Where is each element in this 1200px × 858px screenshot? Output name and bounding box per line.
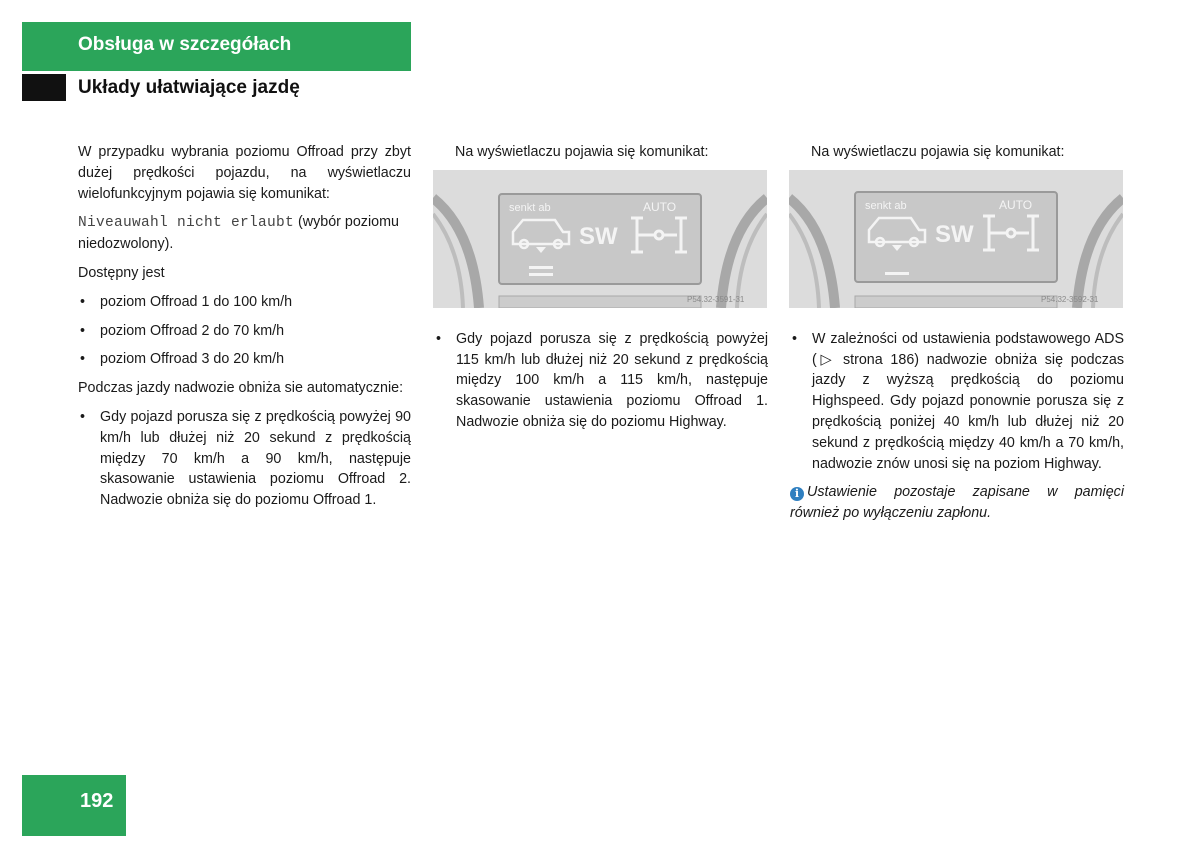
display-label-left: senkt ab [865, 200, 907, 212]
list-item: • Gdy pojazd porusza się z prędkością powyżej 90 km/h lub dłużej niż 20 sekund z prędkością między 70 km/h a 90 km/h, następuje skasowanie ustawienia poziomu Offroad 2. Nadwozie obniża się do poziomu Offroad 1. [78, 407, 411, 511]
message-translation: (wybór poziomu niedozwolony). [78, 214, 399, 253]
display-label-right: AUTO [643, 200, 677, 214]
list-item: • poziom Offroad 1 do 100 km/h [78, 292, 411, 313]
display-label-right: AUTO [999, 198, 1033, 212]
figure-reference: P54.32-3591-31 [687, 295, 745, 304]
figure-reference: P54.32-3592-31 [1041, 295, 1099, 304]
bullet-list [790, 329, 1124, 475]
list-item: • W zależności od ustawienia podstawowego ADS (▷ strona 186) nadwozie obniża się podczas jazdy z wyższą prędkością do poziomu Highspeed. Gdy pojazd ponownie porusza się z prędkością poniżej 40 km/h lub dłużej niż 20 sekund z prędkością między 40 km/h a 70 km/h, nadwozie znów unosi się na poziom Highway. [790, 329, 1124, 475]
figure-caption: Na wyświetlaczu pojawia się komunikat: [811, 144, 1065, 160]
column-3 [790, 142, 1124, 532]
display-label-left: senkt ab [509, 202, 551, 214]
intro-paragraph: W przypadku wybrania poziomu Offroad przy zbyt dużej prędkości pojazdu, na wyświetlaczu wielofunkcyjnym pojawia się komunikat: [78, 144, 411, 202]
bullet-list [434, 329, 768, 433]
info-icon: i [790, 487, 804, 501]
section-header [22, 22, 411, 71]
message-paragraph [78, 212, 411, 255]
display-mode: SW [579, 223, 618, 250]
info-note-text: Ustawienie pozostaje zapisane w pamięci również po wyłączeniu zapłonu. [790, 484, 1124, 522]
subsection-title: Układy ułatwiające jazdę [78, 77, 300, 98]
figure-caption: Na wyświetlaczu pojawia się komunikat: [455, 144, 709, 160]
column-2 [434, 142, 768, 441]
section-marker [22, 74, 66, 101]
info-note [790, 482, 1124, 524]
list-item: • Gdy pojazd porusza się z prędkością powyżej 115 km/h lub dłużej niż 20 sekund z prędkością między 100 km/h a 115 km/h, następuje skasowanie ustawienia poziomu Offroad 1. Nadwozie obniża się do poziomu Highway. [434, 329, 768, 433]
page-number: 192 [80, 790, 114, 812]
bullet-list [78, 407, 411, 511]
column-1 [78, 142, 411, 519]
display-message: Niveauwahl nicht erlaubt [78, 215, 295, 232]
levels-list [78, 292, 411, 370]
section-title: Obsługa w szczegółach [78, 34, 292, 55]
display-mode: SW [935, 221, 974, 248]
auto-lower-paragraph: Podczas jazdy nadwozie obniża sie automatycznie: [78, 380, 404, 397]
list-item: • poziom Offroad 3 do 20 km/h [78, 349, 411, 370]
available-heading: Dostępny jest [78, 264, 165, 281]
list-item: • poziom Offroad 2 do 70 km/h [78, 321, 411, 342]
page-number-box [22, 775, 126, 836]
